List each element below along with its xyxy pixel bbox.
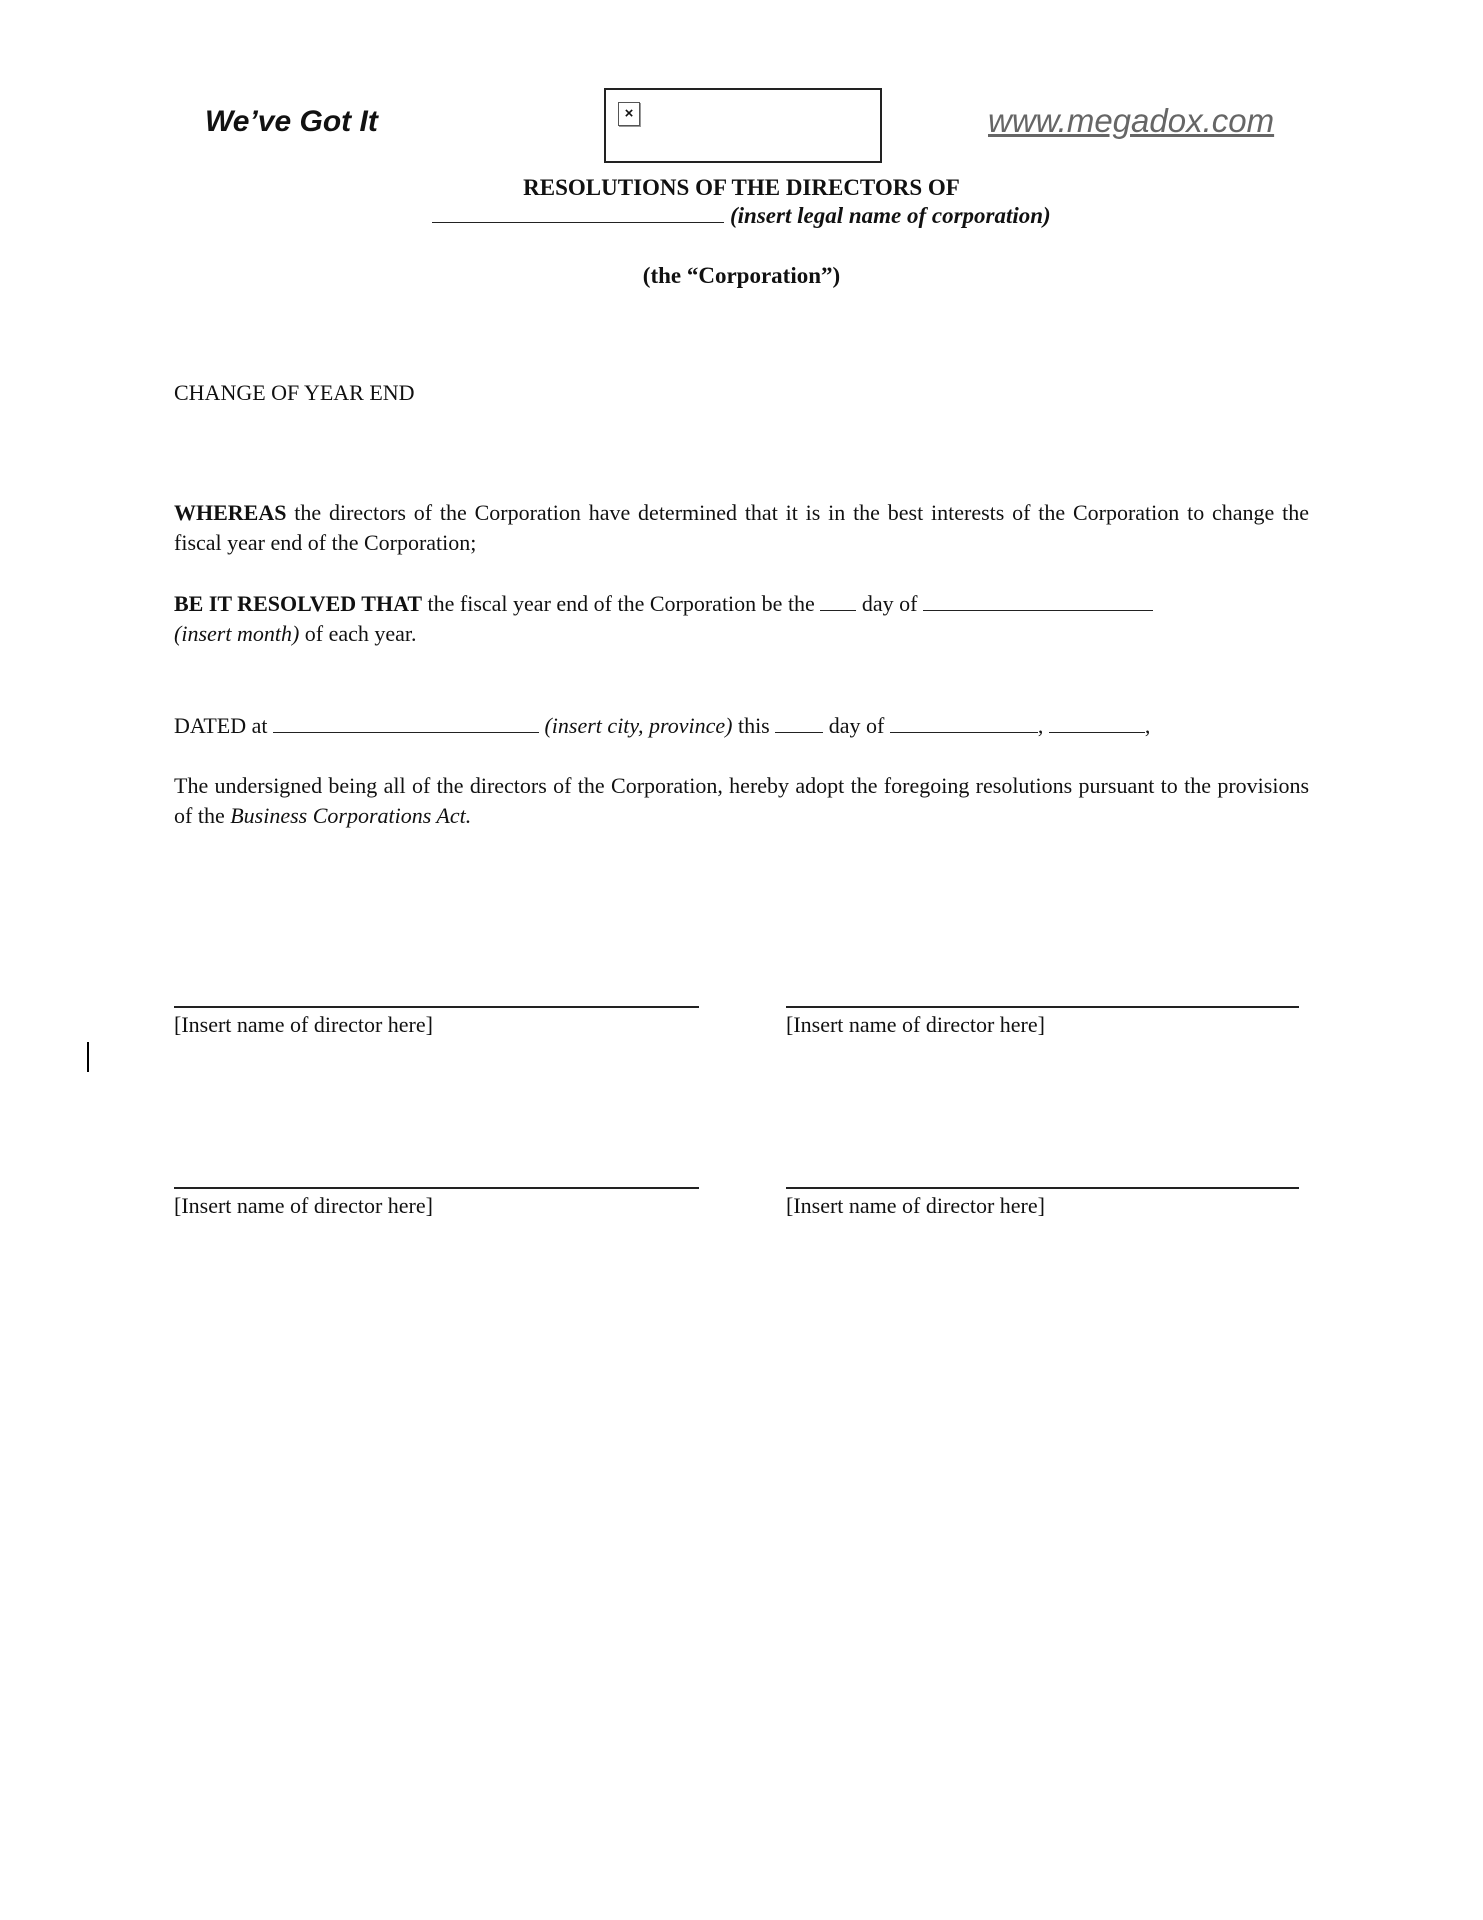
director-name: [Insert name of director here]: [786, 1193, 1045, 1218]
dated-text: day of: [823, 713, 890, 738]
website-link[interactable]: www.megadox.com: [988, 102, 1275, 139]
resolved-lead: BE IT RESOLVED THAT: [174, 591, 423, 616]
act-name: Business Corporations Act.: [230, 803, 472, 828]
comma: ,: [1144, 713, 1151, 738]
month-blank[interactable]: [923, 592, 1153, 611]
dated-month-blank[interactable]: [890, 714, 1038, 733]
signature-line[interactable]: [786, 1187, 1299, 1189]
resolved-text: of each year.: [299, 621, 417, 646]
resolution-paragraph: [174, 589, 1309, 649]
month-hint: (insert month): [174, 621, 300, 646]
director-name: [Insert name of director here]: [786, 1012, 1045, 1037]
dated-line: [174, 711, 1309, 741]
signature-line[interactable]: [786, 1006, 1299, 1008]
dated-lead: DATED at: [174, 713, 273, 738]
resolved-text: the fiscal year end of the Corporation be the: [422, 591, 821, 616]
director-name: [Insert name of director here]: [174, 1012, 433, 1037]
whereas-text: the directors of the Corporation have determined that it is in the best interests of the Corporation to change the fiscal year end of the Corporation;: [174, 500, 1309, 555]
corporation-name-blank[interactable]: [432, 204, 724, 223]
city-hint: (insert city, province): [544, 713, 733, 738]
text-cursor: [87, 1042, 89, 1072]
resolved-text: day of: [856, 591, 923, 616]
corporation-name-hint: (insert legal name of corporation): [730, 203, 1051, 228]
dated-text: this: [732, 713, 776, 738]
document-title: RESOLUTIONS OF THE DIRECTORS OF: [523, 175, 960, 200]
section-heading: CHANGE OF YEAR END: [174, 380, 415, 405]
undersigned-text: The undersigned being all of the directors of the Corporation, hereby adopt the foregoing resolutions pursuant to the provisions of the: [174, 773, 1309, 828]
corporation-name-line: [0, 203, 1483, 229]
undersigned-paragraph: [174, 771, 1309, 831]
corporation-definition: (the “Corporation”): [642, 263, 841, 288]
comma: ,: [1037, 713, 1044, 738]
day-blank[interactable]: [820, 592, 856, 611]
image-placeholder: [604, 88, 882, 163]
signature-line[interactable]: [174, 1187, 699, 1189]
whereas-paragraph: [174, 498, 1309, 558]
broken-image-icon: ×: [618, 102, 640, 126]
director-name: [Insert name of director here]: [174, 1193, 433, 1218]
dated-day-blank[interactable]: [775, 714, 823, 733]
year-blank[interactable]: [1049, 714, 1145, 733]
whereas-lead: WHEREAS: [174, 500, 287, 525]
signature-line[interactable]: [174, 1006, 699, 1008]
city-blank[interactable]: [273, 714, 539, 733]
tagline-logo: We’ve Got It: [205, 105, 378, 138]
